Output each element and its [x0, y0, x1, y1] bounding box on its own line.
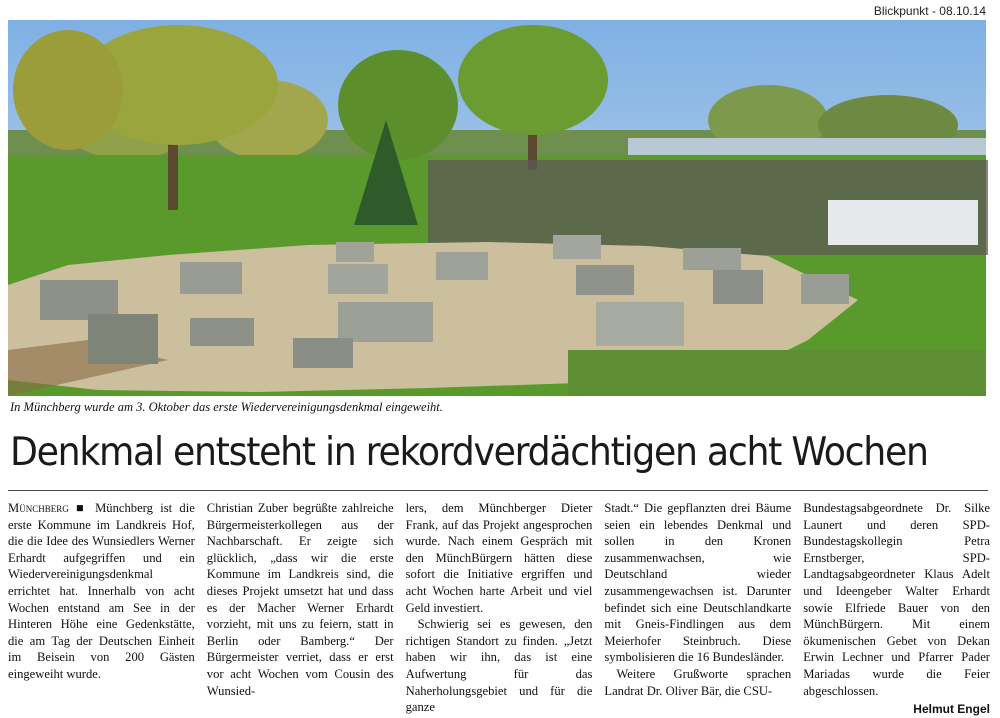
- headline-rule: [8, 490, 988, 491]
- dateline-square: ■: [76, 501, 88, 515]
- dateline: Münchberg: [8, 501, 69, 515]
- ceremony-photo: [8, 20, 986, 396]
- article-headline: Denkmal entsteht in rekordverdächtigen acht Wochen: [10, 430, 928, 475]
- article-column-1: [8, 500, 195, 690]
- paragraph-text: Schwierig sei es gewesen, den richtigen Standort zu finden. „Jetzt haben wir ihn, das ist eine Aufwertung für das Naherholungsgebiet und für die ganze: [405, 617, 593, 715]
- article-column-3: [405, 500, 593, 715]
- author-byline: Helmut Engel: [913, 702, 990, 717]
- article-column-4: [604, 500, 792, 698]
- article-column-5: [803, 500, 990, 717]
- article-column-2: [206, 500, 394, 698]
- paragraph-text: Christian Zuber begrüßte zahlreiche Bürgermeisterkollegen aus der Nachbarschaft. Er zeigte sich glücklich, „dass wir die erste Kommune im Landkreis sind, die dieses Projekt umsetzt hat und dass es der Macher Werner Erhardt vorzieht, mit uns zu feiern, statt in Berlin oder Bamberg.“ Der Bürgermeister verriet, dass er erst vor acht Wochen vom Cousin des Wunsied-: [206, 501, 394, 698]
- paragraph-text: Weitere Grußworte sprachen Landrat Dr. Oliver Bär, die CSU-: [604, 666, 792, 698]
- paragraph-text: Bundestagsabgeordnete Dr. Silke Launert und deren SPD-Bundestagskollegin Petra Ernstberger, SPD-Landtagsabgeordneter Klaus Adelt und Ideengeber Walter Erhardt sowie Elfriede Bauer von den MünchBürgern. Mit einem ökumenischen Gebet von Dekan Erwin Lechner und Pfarrer Pader Mariadas wurde die Feier abgeschlossen.: [803, 501, 990, 698]
- paragraph-text: Stadt.“ Die gepflanzten drei Bäume seien ein lebendes Denkmal und sollen in den Kronen zusammenwachsen, wie Deutschland wieder zusammengewachsen ist. Darunter befindet sich eine Deutschlandkarte mit Gneis-Findlingen aus dem Meierhofer Steinbruch. Diese symbolisieren die 16 Bundesländer.: [604, 501, 792, 665]
- paragraph-text: lers, dem Münchberger Dieter Frank, auf das Projekt angesprochen wurde. Nach einem Gespräch mit den MünchBürgern hätten diese sofort die Initiative ergriffen und acht Wochen harte Arbeit und viel Geld investiert.: [405, 501, 593, 615]
- publication-date: Blickpunkt - 08.10.14: [873, 4, 986, 18]
- photo-caption: In Münchberg wurde am 3. Oktober das erste Wiedervereinigungsdenkmal eingeweiht.: [10, 400, 443, 414]
- paragraph-text: Münchberg ist die erste Kommune im Landkreis Hof, die die Idee des Wunsiedlers Werner Erhardt aufgegriffen und ein Wiedervereinigungsdenkmal errichtet hat. Innerhalb von acht Wochen entstand am See in der Hinteren Höhe eine Gedenkstätte, die am Tag der Deutschen Einheit im Beisein von 200 Gästen eingeweiht wurde.: [8, 501, 195, 681]
- article-body: [8, 500, 990, 717]
